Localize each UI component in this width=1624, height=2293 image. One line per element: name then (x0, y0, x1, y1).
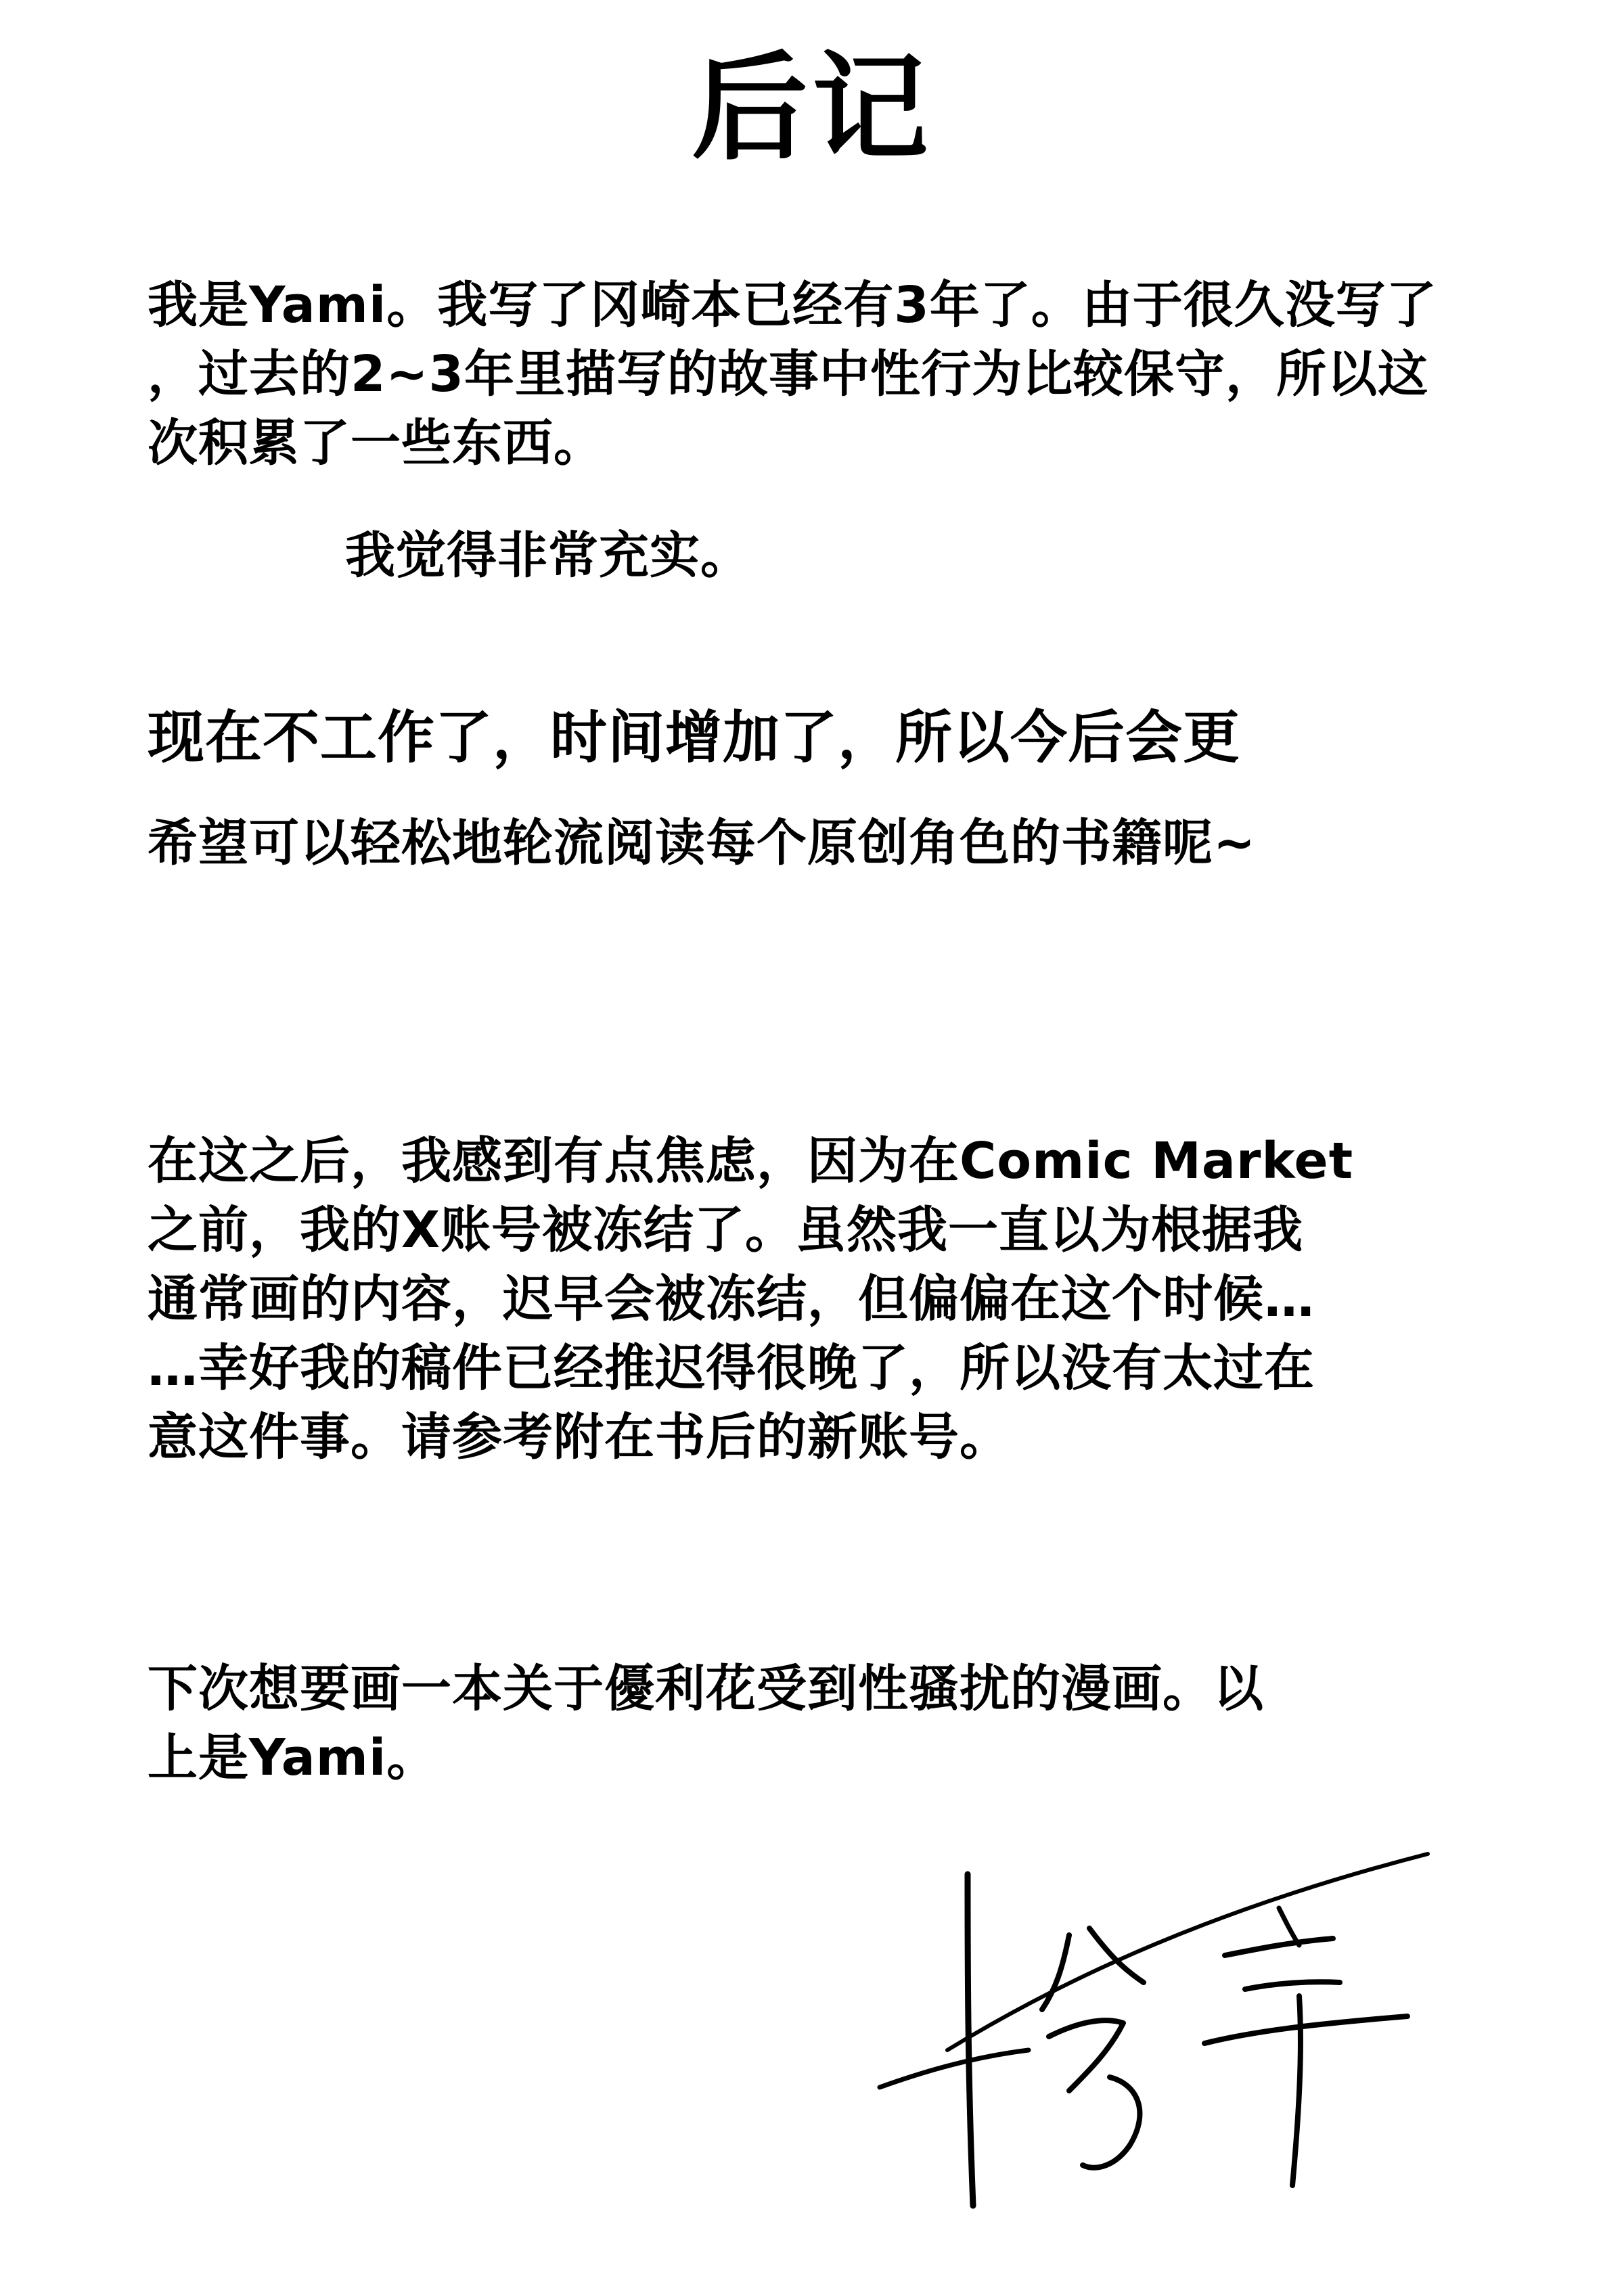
text-line: 在这之后，我感到有点焦虑，因为在Comic Market (148, 1132, 1354, 1190)
handwritten-signature-icon (866, 1827, 1462, 2246)
text-line: 之前，我的X账号被冻结了。虽然我一直以为根据我 (148, 1201, 1304, 1259)
paragraph-hope (148, 809, 1501, 878)
text-line: 我觉得非常充实。 (345, 526, 751, 585)
text-line: 现在不工作了，时间增加了，所以今后会更 (148, 704, 1241, 771)
text-line: …幸好我的稿件已经推迟得很晚了，所以没有太过在 (148, 1339, 1315, 1397)
text-line: 希望可以轻松地轮流阅读每个原创角色的书籍呢~ (148, 814, 1257, 872)
paragraph-feeling (345, 521, 1624, 590)
text-line: 次积累了一些东西。 (148, 414, 604, 472)
text-line: ，过去的2~3年里描写的故事中性行为比较保守，所以这 (148, 345, 1428, 403)
paragraph-next-plan (148, 1654, 1501, 1792)
text-line: 我是Yami。我写了冈崎本已经有3年了。由于很久没写了 (148, 276, 1437, 334)
page-title: 后记 (692, 40, 932, 176)
paragraph-intro (148, 271, 1501, 478)
text-line: 下次想要画一本关于優利花受到性骚扰的漫画。以 (148, 1660, 1264, 1718)
paragraph-account-frozen (148, 1127, 1501, 1472)
paragraph-no-work (148, 697, 1501, 778)
text-line: 意这件事。请参考附在书后的新账号。 (148, 1408, 1010, 1466)
text-line: 通常画的内容，迟早会被冻结，但偏偏在这个时候… (148, 1270, 1315, 1328)
text-line: 上是Yami。 (148, 1729, 438, 1787)
